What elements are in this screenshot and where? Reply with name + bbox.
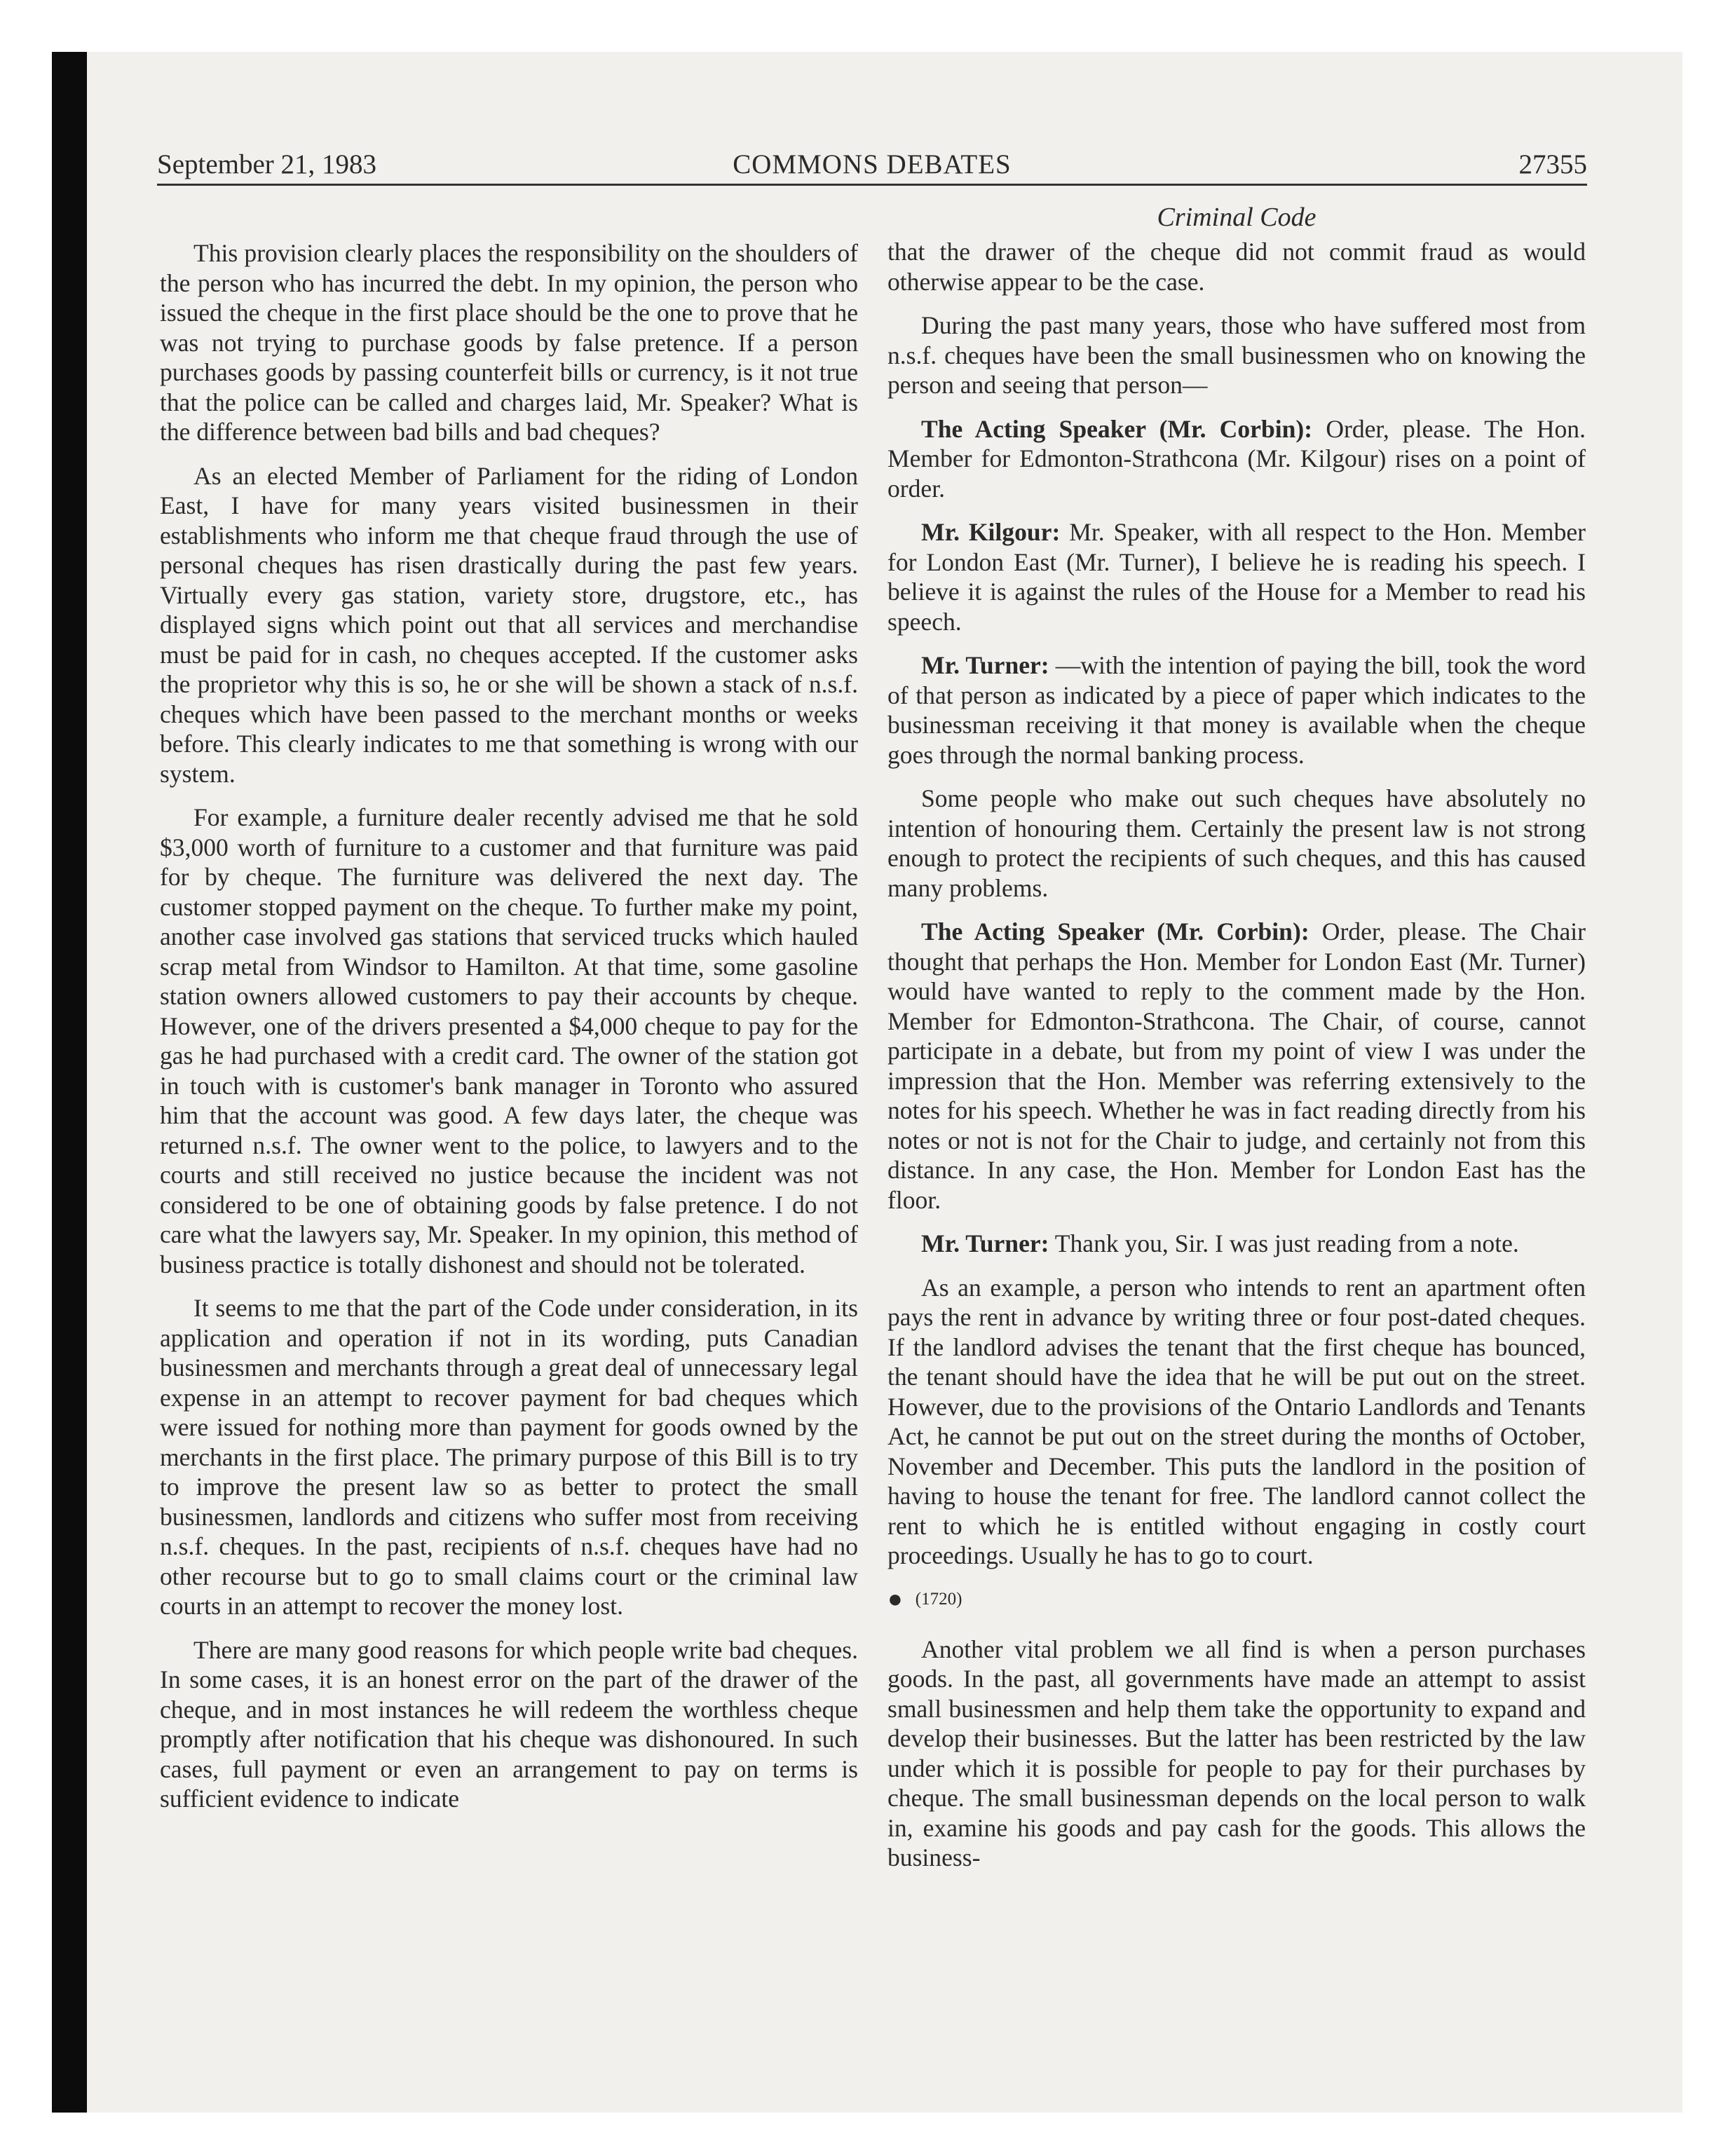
paragraph: This provision clearly places the responsibility on the shoulders of the person who has incurred the debt. In my opinion, the person who issued the cheque in the first place should be the one to prove that he was not trying to purchase goods by false pretence. If a person purchases goods by passing counterfeit bills or currency, is it not true that the police can be called and charges laid, Mr. Speaker? What is the difference between bad bills and bad cheques? bbox=[160, 239, 858, 446]
paragraph-continuation: that the drawer of the cheque did not commit fraud as would otherwise appear to be the case. bbox=[887, 238, 1586, 296]
header-date: September 21, 1983 bbox=[157, 149, 377, 179]
paragraph: Some people who make out such cheques have absolutely no intention of honouring them. Certainly the present law is not strong enough to protect the recipients of such cheques, and this has caused many problems. bbox=[887, 784, 1586, 902]
speaker-intervention bbox=[887, 650, 1586, 770]
scan-edge-shadow bbox=[52, 52, 87, 2113]
paragraph: It seems to me that the part of the Code under consideration, in its application and operation if not in its wording, puts Canadian businessmen and merchants through a great deal of unnecessary legal expense in an attempt to recover payment for bad cheques which were issued for nothing more than payment for goods owned by the merchants in the first place. The primary purpose of this Bill is to try to improve the present law so as better to protect the small businessmen, landlords and citizens who suffer most from receiving n.s.f. cheques. In the past, recipients of n.s.f. cheques have had no other recourse but to go to small claims court or the criminal law courts in an attempt to recover the money lost. bbox=[160, 1294, 858, 1620]
left-column bbox=[160, 238, 858, 1828]
bullet-icon: ● bbox=[887, 1584, 903, 1613]
speaker-name: Mr. Turner: bbox=[921, 651, 1049, 679]
header-title: COMMONS DEBATES bbox=[733, 149, 1012, 179]
speaker-intervention bbox=[887, 917, 1586, 1215]
running-header bbox=[157, 146, 1587, 186]
paragraph: For example, a furniture dealer recently advised me that he sold $3,000 worth of furniture to a customer and that furniture was paid for by cheque. The furniture was delivered the next day. The customer stopped payment on the cheque. To further make my point, another case involved gas stations that serviced trucks which hauled scrap metal from Windsor to Hamilton. At that time, some gasoline station owners allowed customers to pay their accounts by cheque. However, one of the drivers presented a $4,000 cheque to pay for the gas he had purchased with a credit card. The owner of the station got in touch with is customer's bank manager in Toronto who assured him that the account was good. A few days later, the cheque was returned n.s.f. The owner went to the police, to lawyers and to the courts and still received no justice because the incident was not considered to be one of obtaining goods by false pretence. I do not care what the lawyers say, Mr. Speaker. In my opinion, this method of business practice is totally dishonest and should not be tolerated. bbox=[160, 803, 858, 1278]
paragraph: During the past many years, those who have suffered most from n.s.f. cheques have been the small businessmen who on knowing the person and seeing that person— bbox=[887, 311, 1586, 399]
speaker-intervention bbox=[887, 517, 1586, 636]
speech-text: —with the intention of paying the bill, took the word of that person as indicated by a piece of paper which indicates to the businessman receiving it that money is available when the cheque goes through the normal banking process. bbox=[887, 651, 1586, 769]
paragraph: As an elected Member of Parliament for the riding of London East, I have for many years visited businessmen in their establishments who inform me that cheque fraud through the use of personal cheques has risen drastically during the past few years. Virtually every gas station, variety store, drugstore, etc., has displayed signs which point out that all services and merchandise must be paid for in cash, no cheques accepted. If the customer asks the proprietor why this is so, he or she will be shown a stack of n.s.f. cheques which have been passed to the merchant months or weeks before. This clearly indicates to me that something is wrong with our system. bbox=[160, 461, 858, 788]
speaker-name: The Acting Speaker (Mr. Corbin): bbox=[921, 917, 1309, 946]
paragraph: As an example, a person who intends to rent an apartment often pays the rent in advance by writing three or four post-dated cheques. If the landlord advises the tenant that the first cheque has bounced, the tenant should have the idea that he will be put out on the street. However, due to the provisions of the Ontario Landlords and Tenants Act, he cannot be put out on the street during the months of October, November and December. This puts the landlord in the position of having to house the tenant for free. The landlord cannot collect the rent to which he is entitled without engaging in costly court proceedings. Usually he has to go to court. bbox=[887, 1273, 1586, 1569]
paragraph: Another vital problem we all find is when a person purchases goods. In the past, all governments have made an attempt to assist small businessmen and help them take the opportunity to expand and develop their businesses. But the latter has been restricted by the law under which it is possible for people to pay for their purchases by cheque. The small businessman depends on the local person to walk in, examine his goods and pay cash for the goods. This allows the business- bbox=[887, 1635, 1586, 1871]
time-marker-text: (1720) bbox=[915, 1589, 962, 1609]
speaker-name: The Acting Speaker (Mr. Corbin): bbox=[921, 414, 1313, 443]
speech-text: Order, please. The Chair thought that perhaps the Hon. Member for London East (Mr. Turner) would have wanted to reply to the comment made by the Hon. Member for Edmonton-Strathcona. The Chair, of course, cannot participate in a debate, but from my point of view I was under the impression that the Hon. Member was referring extensively to the notes for his speech. Whether he was in fact reading directly from his notes or not is not for the Chair to judge, and certainly not from this distance. In any case, the Hon. Member for London East has the floor. bbox=[887, 917, 1586, 1214]
right-column bbox=[887, 237, 1586, 1887]
header-page-number: 27355 bbox=[1518, 149, 1587, 179]
speech-text: Thank you, Sir. I was just reading from a note. bbox=[1049, 1229, 1519, 1257]
time-marker bbox=[887, 1585, 1586, 1613]
section-subject: Criminal Code bbox=[1157, 203, 1316, 232]
speaker-name: Mr. Kilgour: bbox=[921, 518, 1061, 546]
paragraph: There are many good reasons for which people write bad cheques. In some cases, it is an honest error on the part of the drawer of the cheque, and in most instances he will redeem the worthless cheque promptly after notification that his cheque was dishonoured. In such cases, full payment or even an arrangement to pay on terms is sufficient evidence to indicate bbox=[160, 1635, 858, 1813]
speech-text: Order, please. The Hon. Member for Edmonton-Strathcona (Mr. Kilgour) rises on a point of order. bbox=[887, 414, 1586, 503]
speaker-intervention bbox=[887, 1229, 1586, 1259]
speaker-name: Mr. Turner: bbox=[921, 1229, 1049, 1257]
speaker-intervention bbox=[887, 414, 1586, 504]
speech-text: Mr. Speaker, with all respect to the Hon. Member for London East (Mr. Turner), I believe he is reading his speech. I believe it is against the rules of the House for a Member to read his speech. bbox=[887, 518, 1586, 636]
